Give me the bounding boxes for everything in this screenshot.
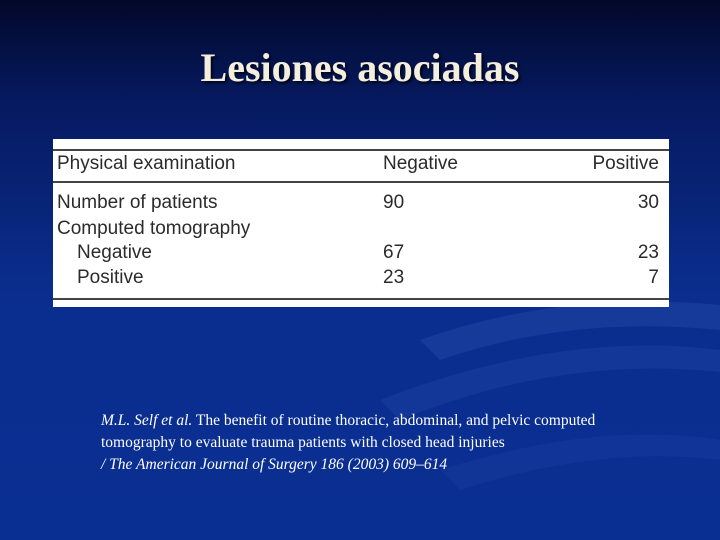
row-positive-value: 30 — [637, 192, 659, 213]
citation — [101, 410, 681, 476]
row-label: Computed tomography — [57, 218, 251, 239]
row-label: Negative — [77, 242, 152, 263]
row-positive-value: 23 — [637, 242, 659, 263]
slide-title: Lesiones asociadas — [200, 45, 520, 90]
table-top-rule — [53, 149, 669, 151]
row-label: Number of patients — [57, 192, 218, 213]
table-bottom-rule — [53, 298, 669, 300]
citation-title-line2: tomography to evaluate trauma patients with closed head injuries — [101, 434, 505, 451]
row-positive-value: 7 — [648, 267, 659, 288]
citation-title-line1: The benefit of routine thoracic, abdominal, and pelvic computed — [192, 412, 596, 429]
header-positive: Positive — [592, 153, 659, 174]
table-header-rule — [53, 181, 669, 183]
citation-authors: M.L. Self et al. — [101, 412, 193, 429]
header-negative: Negative — [383, 153, 458, 174]
row-negative-value: 67 — [383, 242, 405, 263]
citation-source: / The American Journal of Surgery 186 (2003) 609–614 — [101, 456, 448, 473]
row-label: Positive — [77, 267, 144, 288]
row-negative-value: 23 — [383, 267, 405, 288]
data-table — [53, 139, 669, 307]
header-physical-examination: Physical examination — [57, 153, 236, 174]
row-negative-value: 90 — [383, 192, 405, 213]
